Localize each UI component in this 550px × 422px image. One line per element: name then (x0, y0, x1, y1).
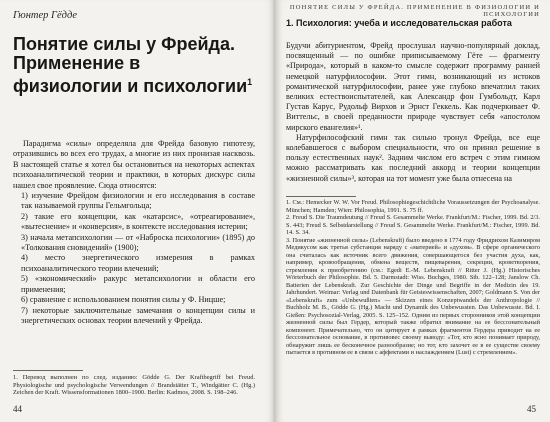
list-item: 7) некоторые заключительные замечания о концепции силы и энергетических основах теории влечений у Фрейда. (21, 305, 255, 325)
left-body-text (13, 139, 255, 326)
list-item: 3) начала метапсихологии — от «Наброска психологии» (1895) до «Толкования сновидений» (1900); (21, 232, 255, 253)
intro-paragraph: Парадигма «силы» определяла для Фрейда базовую гипотезу, отразившись во всех его трудах, а многие из них пронизая насквозь. В настоящей статье я хотел бы остановиться на некоторых аспектах психоаналитической теории и практики, в которых дискурс силы нашел свое проявление. Сюда относятся: (13, 139, 255, 190)
left-page (0, 0, 274, 422)
list-item: 2) такие его концепции, как «катарсис», «отреагирование», «вытеснение» и «конверсия», в контексте исследования истерии; (21, 211, 255, 232)
footnote-rule (13, 370, 83, 371)
right-footnotes (286, 199, 540, 357)
section-title: 1. Психология: учеба и исследовательская работа (286, 18, 512, 28)
body-paragraph: Натурфилософский гимн так сильно тронул Фрейда, все еще колебавшегося с выбором специальности, что он принял решение в пользу естественных наук². Задним числом его встреч с этим гимном можно рассматривать как последний аккорд и теории концепции «жизненной силы»³, которая на тот момент уже была отнесена на (286, 132, 540, 183)
title-footnote-marker: 1 (247, 77, 253, 87)
page-number-right: 45 (527, 404, 536, 414)
chapter-title-text: Понятие силы у Фрейда. Применение в физиологии и психологии (13, 34, 248, 96)
chapter-title (13, 35, 253, 96)
list-item: 4) место энергетического измерения в рамках психоаналитического теории влечений; (21, 253, 255, 273)
list-item: 5) «экономический» ракурс метапсихологии и области его применения; (21, 274, 255, 294)
footnote-rule (286, 196, 356, 197)
footnote: 1. См.: Hemecker W. W. Vor Freud. Philosophiegeschichtliche Voraussetzungen der Psychoanalyse. München; Hamden; Wien: Philosophia, 1991. S. 75 ff. (286, 199, 540, 214)
right-page (276, 0, 550, 422)
footnote: 1. Перевод выполнен по след. изданию: Gödde G. Der Kraftbegriff bei Freud. Physiologische und psychologische Verwendungen // Brandstätter T., Windgätter C. (Hg.) Zeichen der Kraft. Wissensformationen 1800–1900. Berlin: Kadmos, 2008. S. 198–246. (13, 374, 255, 397)
list-item: 1) изучение Фрейдом физиологии и его исследования в составе так называемой группы Гельмгольца; (21, 191, 255, 211)
footnote: 3. Понятие «жизненной силы» (Lebenskraft) было введено в 1774 году Фридрихом Казимиром Медикусом как третья субстанция наряду с «материей» и «духом». В сфере органического она считалась как источник всего движения, совершающегося без участия духа, как, например, кровообращения, обмена веществ, пищеварения, секреции, кроветворения, стремления к приобретению (см.: Egedi E.-M. Lebenskraft // Ritter J. (Hg.) Historisches Wörterbuch der Philosophie. Bd. 5. Darmstadt: Wiss. Buchges, 1980. Stb. 122–128; Janslow Ch. Batterien der Lebenskraft. Zur Geschichte der Dinge und Begriffe in der Medizin des 19. Jahrhundert. Weimar: Verlag und Datenbank für Geisteswissenschaften, 2007; Goldmann S. Von der «Lebenskraft» zum «Unbewußten» — Skizzen eines Konzeptwandels der Anthropologie // Buchholz M. B., Gödde G. (Hg.) Macht und Dynamik des Unbewussten. Das Unbewusste. Bd. I. Gießen: Psychosozial-Verlag, 2005. S. 125–152. Одним из первых сторонников этой концепции жизненной силы был Гердер, который также обратил внимание на ее бессознательный компонент. Примечательно, что он цитирует в рамках фрагментов Гердера приводит на ее бессознательное основание, в противовес своему выводу: «Тот, кто ясно понимает природу, обнаружит лишь ее бесконечное разнообразие; но тот, кто захочет ее в ее существе своему пытается в противном ее в связи с аффектами и наслаждением (Lust) с стремлением». (286, 236, 540, 356)
footnote: 2. Freud S. Die Traumdeutung // Freud S. Gesammelte Werke. Frankfurt/M.: Fischer, 1999. Bd. 2/3. S. 443; Freud S. Selbstdarstellung // Freud S. Gesammelte Werke. Frankfurt/M.: Fischer, 1999. Bd. 14. S. 34. (286, 214, 540, 236)
right-body-text (286, 41, 540, 184)
author-name: Гюнтер Гёдде (13, 10, 78, 21)
left-footnotes (13, 374, 255, 397)
list-item: 6) сравнение с использованием понятия силы у Ф. Ницше; (21, 295, 226, 305)
body-paragraph: Будучи абитуриентом, Фрейд прослушал научно-популярный доклад, посвященный — по ошибке приписываемому Гёте — фрагменту «Природа», который в каком-то смысле содержит программу ранней немецкой натурфилософии. Этот гимн, возникающий из истоков романтической натурфилософии, ранее уже глубоко впечатлил таких великих естествоиспытателей, как Александр фон Гумбольдт, Карл Густав Карус, Рудольф Вирхов и Эрнст Геккель. Как подчеркивает Ф. Виттельс, в своей преданности природе чувствует себя «апостолом мирского евангелия»¹. (286, 41, 540, 132)
running-head: ПОНЯТИЕ СИЛЫ У ФРЕЙДА. ПРИМЕНЕНИЕ В ФИЗИОЛОГИИ И ПСИХОЛОГИИ (289, 4, 540, 18)
page-number-left: 44 (13, 404, 22, 414)
